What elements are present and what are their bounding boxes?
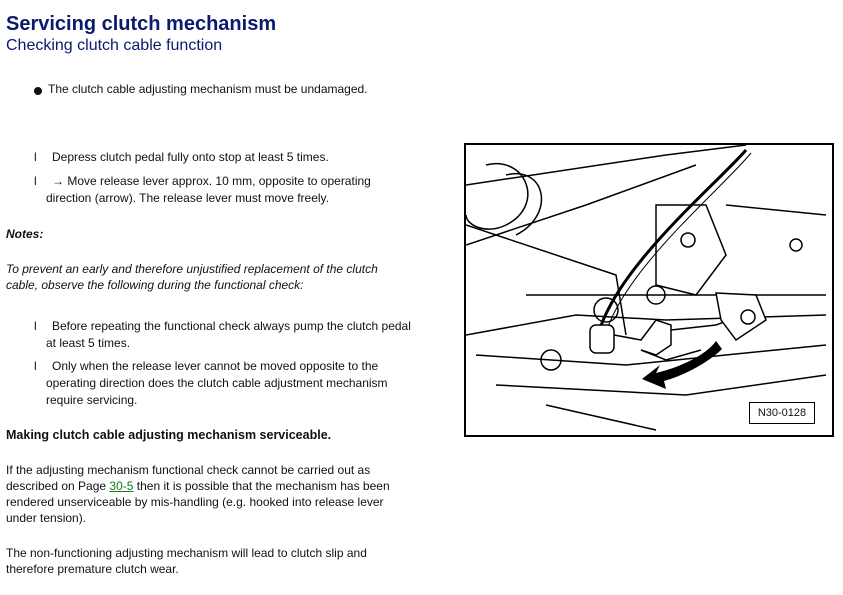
- page-subtitle: Checking clutch cable function: [6, 37, 223, 54]
- para2-line1: The non-functioning adjusting mechanism will lead to clutch slip and: [6, 546, 367, 560]
- step-marker-1: l: [34, 150, 37, 164]
- step-2-text-line2: direction (arrow). The release lever must move freely.: [46, 191, 329, 205]
- note-2-line1: Only when the release lever cannot be moved opposite to the: [52, 359, 379, 373]
- para1-suffix: then it is possible that the mechanism has been: [136, 479, 390, 493]
- notes-intro-line1: To prevent an early and therefore unjustified replacement of the clutch: [6, 262, 378, 276]
- note-1-line2: at least 5 times.: [46, 336, 131, 350]
- note-marker-1: l: [34, 319, 37, 333]
- step-marker-2: l: [34, 174, 37, 188]
- page-link[interactable]: 30-5: [109, 479, 134, 493]
- para1-line3: rendered unserviceable by mis-handling (e.g. hooked into release lever: [6, 495, 384, 509]
- para2-line2: therefore premature clutch wear.: [6, 562, 179, 576]
- page-title: Servicing clutch mechanism: [6, 13, 277, 35]
- note-marker-2: l: [34, 359, 37, 373]
- figure-code: N30-0128: [749, 402, 815, 424]
- section-heading: Making clutch cable adjusting mechanism serviceable.: [6, 428, 332, 442]
- notes-heading: Notes:: [6, 227, 44, 241]
- step-1-text: Depress clutch pedal fully onto stop at least 5 times.: [52, 150, 329, 164]
- note-2-line3: require servicing.: [46, 393, 138, 407]
- para1-prefix: described on Page: [6, 479, 107, 493]
- bullet-dot: [34, 87, 42, 95]
- bullet-text: The clutch cable adjusting mechanism must be undamaged.: [48, 82, 368, 96]
- para1-line2: [6, 478, 390, 495]
- notes-intro-line2: cable, observe the following during the functional check:: [6, 278, 304, 292]
- step-2-text-line1: → Move release lever approx. 10 mm, opposite to operating: [52, 174, 371, 188]
- note-1-line1: Before repeating the functional check always pump the clutch pedal: [52, 319, 411, 333]
- para1-line1: If the adjusting mechanism functional check cannot be carried out as: [6, 463, 371, 477]
- clutch-drawing: [466, 145, 832, 435]
- note-2-line2: operating direction does the clutch cable adjustment mechanism: [46, 376, 388, 390]
- clutch-illustration: [464, 143, 834, 437]
- para1-line4: under tension).: [6, 511, 87, 525]
